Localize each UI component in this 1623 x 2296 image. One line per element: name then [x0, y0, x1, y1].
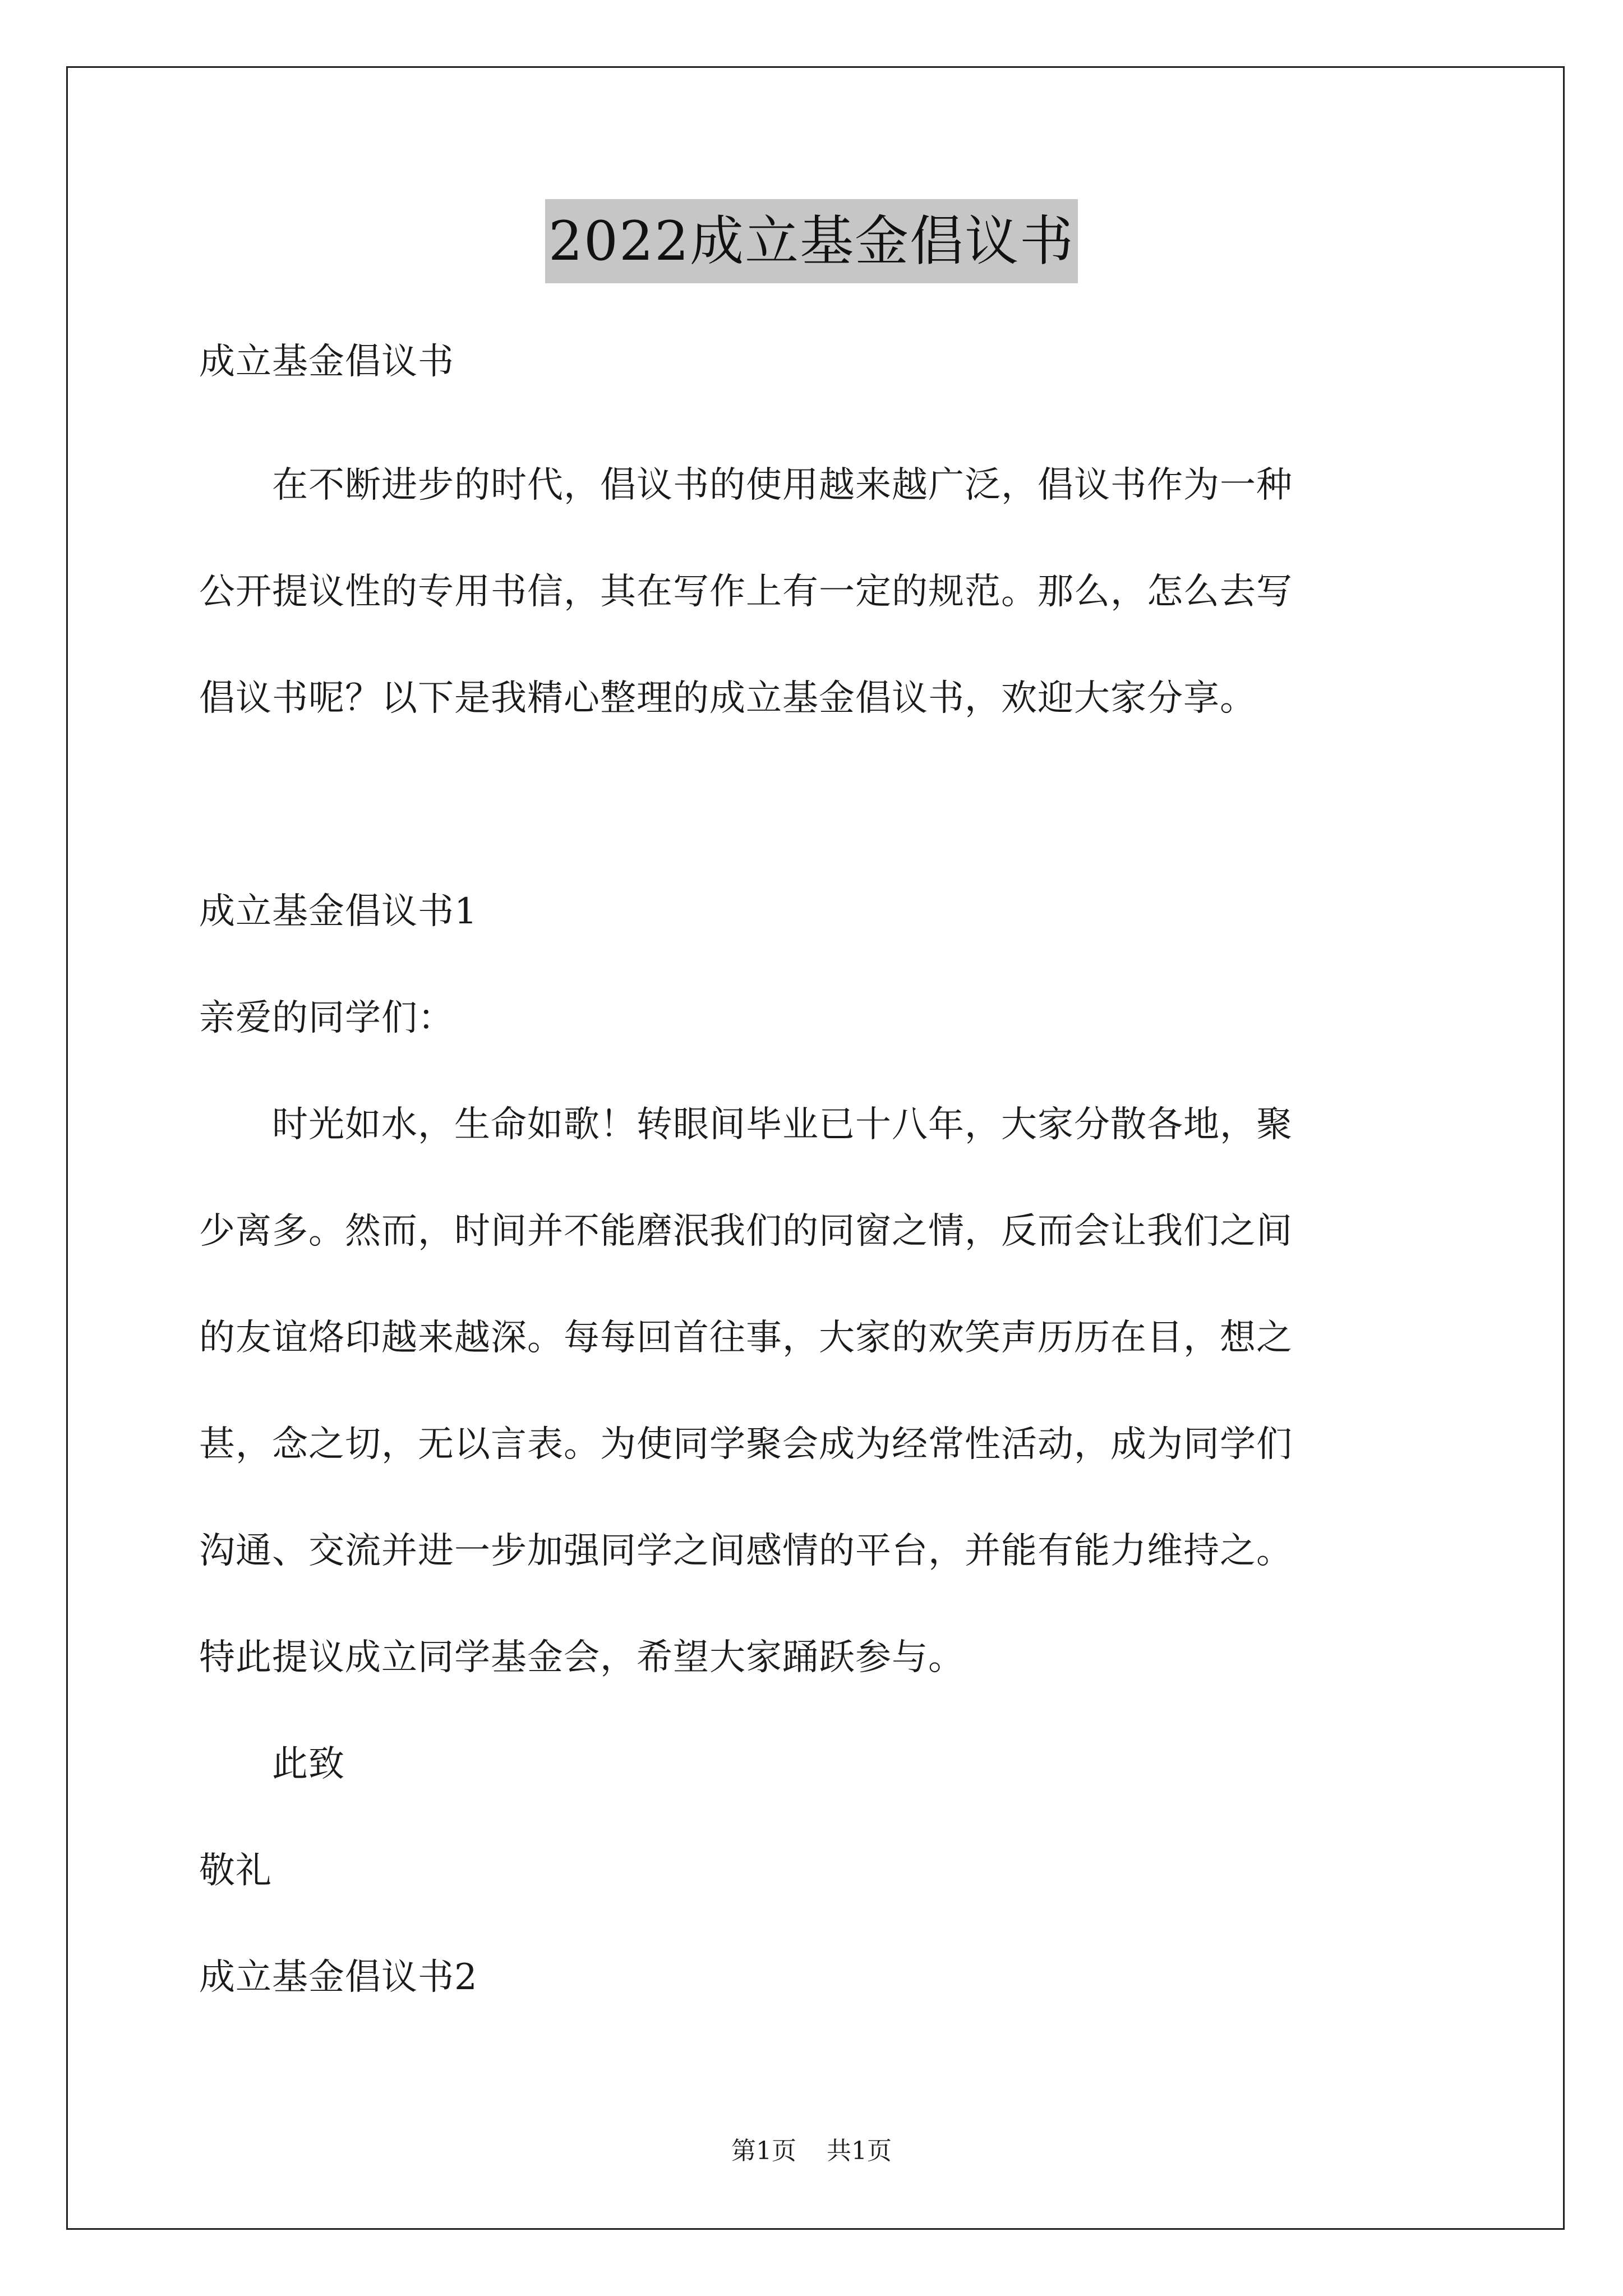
- body-line: 时光如水，生命如歌！转眼间毕业已十八年，大家分散各地，聚: [199, 1104, 1293, 1145]
- section-heading: 成立基金倡议书: [199, 341, 454, 383]
- document-title: 2022成立基金倡议书: [545, 199, 1078, 283]
- page-total: 共1页: [827, 2137, 892, 2165]
- letter-heading-1: 成立基金倡议书1: [199, 891, 478, 932]
- salutation: 亲爱的同学们：: [199, 997, 454, 1039]
- body-line: 沟通、交流并进一步加强同学之间感情的平台，并能有能力维持之。: [199, 1530, 1293, 1572]
- body-line: 甚，念之切，无以言表。为使同学聚会成为经常性活动，成为同学们: [199, 1424, 1293, 1465]
- letter-heading-2: 成立基金倡议书2: [199, 1957, 478, 1998]
- intro-line: 公开提议性的专用书信，其在写作上有一定的规范。那么，怎么去写: [199, 571, 1293, 613]
- intro-line: 在不断进步的时代，倡议书的使用越来越广泛，倡议书作为一种: [199, 464, 1293, 506]
- closing-regards: 敬礼: [199, 1850, 272, 1892]
- page-footer: [0, 2134, 1623, 2168]
- intro-line: 倡议书呢？以下是我精心整理的成立基金倡议书，欢迎大家分享。: [199, 678, 1256, 719]
- body-line: 特此提议成立同学基金会，希望大家踊跃参与。: [199, 1637, 965, 1678]
- page-number: 第1页: [731, 2137, 796, 2165]
- closing-line: 此致: [199, 1743, 345, 1785]
- body-line: 少离多。然而，时间并不能磨泯我们的同窗之情，反而会让我们之间: [199, 1211, 1293, 1252]
- body-line: 的友谊烙印越来越深。每每回首往事，大家的欢笑声历历在目，想之: [199, 1317, 1293, 1359]
- title-container: [0, 199, 1623, 283]
